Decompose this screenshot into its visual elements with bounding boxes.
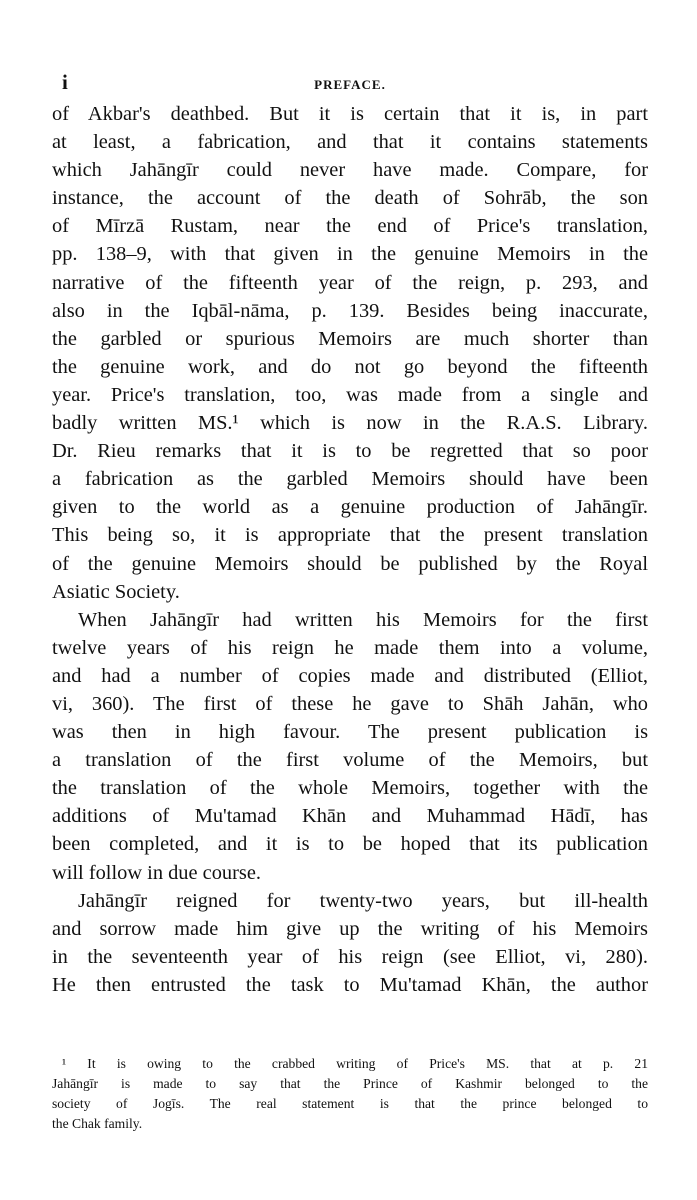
page-content: [52, 60, 648, 999]
text-line: the genuine work, and do not go beyond the fifteenth: [52, 355, 648, 378]
footnote: [52, 1054, 648, 1134]
text-line: pp. 138–9, with that given in the genuine Memoirs in the: [52, 243, 648, 266]
paragraph-first-line: When Jahāngīr had written his Memoirs for the first: [78, 608, 648, 631]
text-line: and had a number of copies made and distributed (Elliot,: [52, 664, 648, 687]
text-line: year. Price's translation, too, was made from a single and: [52, 383, 648, 406]
text-line: been completed, and it is to be hoped that its publication: [52, 833, 648, 856]
text-line: instance, the account of the death of Sohrāb, the son: [52, 187, 648, 210]
text-line: at least, a fabrication, and that it contains statements: [52, 131, 648, 154]
page-header: [52, 60, 648, 100]
text-line: twelve years of his reign he made them into a volume,: [52, 636, 648, 659]
text-line: vi, 360). The first of these he gave to Shāh Jahān, who: [52, 692, 648, 715]
paragraph-last-line: will follow in due course.: [52, 861, 261, 884]
text-line: the translation of the whole Memoirs, together with the: [52, 777, 648, 800]
footnote-line: Jahāngīr is made to say that the Prince of Kashmir belonged to the: [52, 1076, 648, 1091]
text-line: given to the world as a genuine production of Jahāngīr.: [52, 496, 648, 519]
text-line: which Jahāngīr could never have made. Compare, for: [52, 159, 648, 182]
text-line: He then entrusted the task to Mu'tamad Khān, the author: [52, 973, 648, 996]
text-line: This being so, it is appropriate that the present translation: [52, 524, 648, 547]
text-line: a fabrication as the garbled Memoirs should have been: [52, 468, 648, 491]
text-line: of the genuine Memoirs should be published by the Royal: [52, 552, 648, 575]
running-head: PREFACE.: [314, 77, 386, 92]
text-line: in the seventeenth year of his reign (see Elliot, vi, 280).: [52, 945, 648, 968]
text-line: the garbled or spurious Memoirs are much shorter than: [52, 327, 648, 350]
text-line: additions of Mu'tamad Khān and Muhammad Hādī, has: [52, 805, 648, 828]
text-line: and sorrow made him give up the writing of his Memoirs: [52, 917, 648, 940]
text-line: also in the Iqbāl-nāma, p. 139. Besides being inaccurate,: [52, 299, 648, 322]
footnote-line: society of Jogīs. The real statement is that the prince belonged to: [52, 1096, 648, 1111]
paragraph-first-line: Jahāngīr reigned for twenty-two years, but ill-health: [78, 889, 648, 912]
text-line: a translation of the first volume of the Memoirs, but: [52, 749, 648, 772]
page-number: i: [62, 70, 68, 94]
footnote-line: the Chak family.: [52, 1116, 143, 1131]
text-line: of Mīrzā Rustam, near the end of Price's translation,: [52, 215, 648, 238]
text-line: was then in high favour. The present publication is: [52, 721, 648, 744]
paragraph-last-line: Asiatic Society.: [52, 580, 180, 603]
footnote-line: ¹ It is owing to the crabbed writing of Price's MS. that at p. 21: [62, 1056, 648, 1071]
text-line: of Akbar's deathbed. But it is certain that it is, in part: [52, 103, 648, 125]
text-line: narrative of the fifteenth year of the reign, p. 293, and: [52, 271, 648, 294]
text-line: badly written MS.¹ which is now in the R.A.S. Library.: [52, 412, 648, 435]
body-text: [52, 100, 648, 999]
text-line: Dr. Rieu remarks that it is to be regretted that so poor: [52, 440, 648, 463]
